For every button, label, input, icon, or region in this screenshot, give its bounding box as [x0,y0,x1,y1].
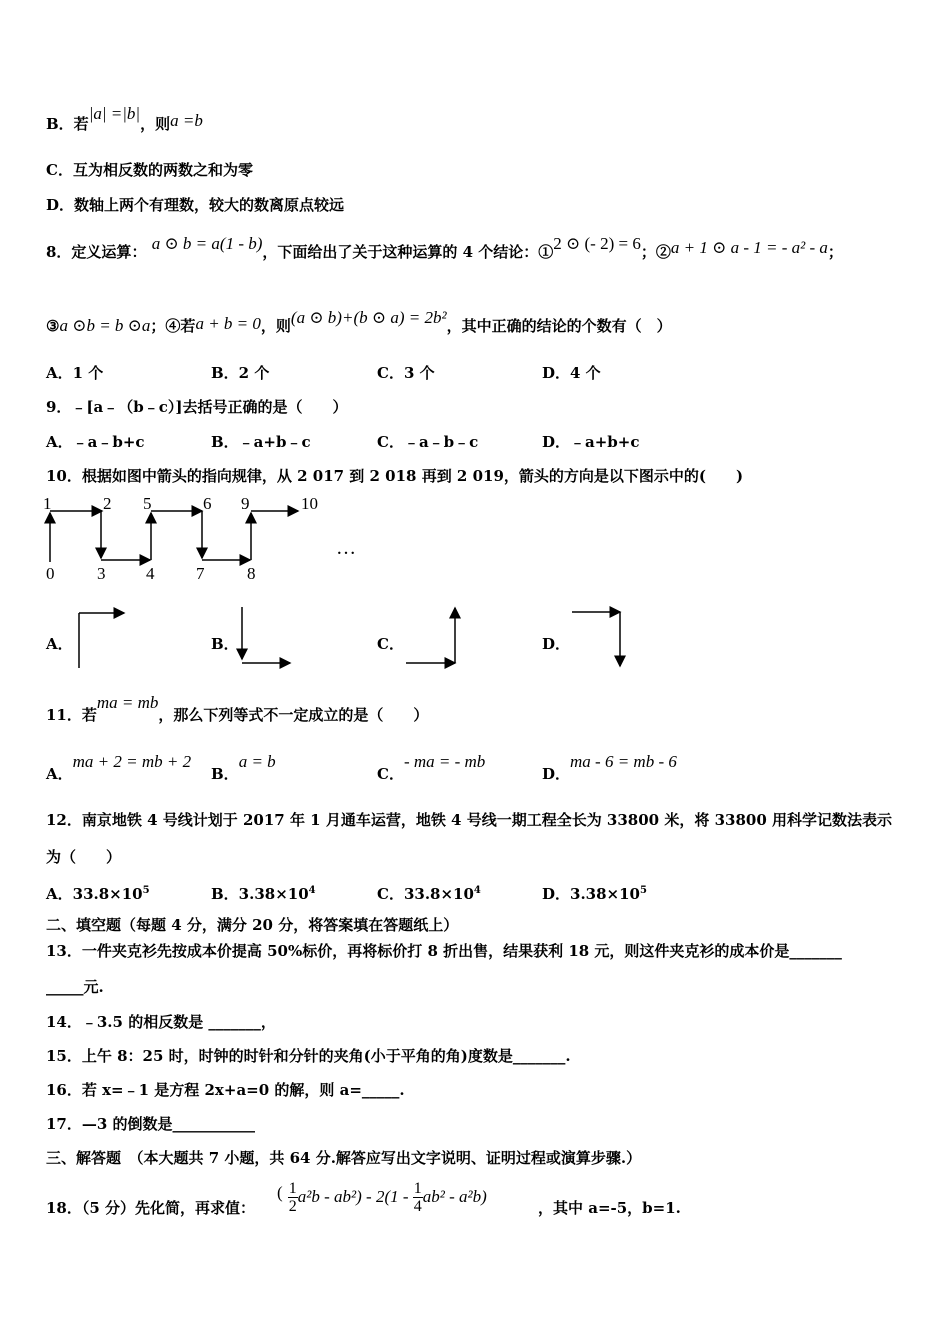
q18-expr-end: ab² - a²b) [422,1187,487,1206]
seq-top-5: 5 [143,494,152,513]
q11-option-c-expr: - ma = - mb [403,752,486,771]
seq-bottom-7: 7 [196,564,205,583]
q7-option-c: C．互为相反数的两数之和为零 [46,161,253,179]
section-2-heading: 二、填空题（每题 4 分，满分 20 分，将答案填在答题纸上） [46,916,459,934]
q12-option-b-exp: 4 [308,885,316,896]
q18-prefix: 18．（5 分）先化简，再求值： [46,1199,256,1217]
seq-bottom-3: 3 [97,564,106,583]
q18-fraction-1-num: 1 [288,1180,297,1197]
q8-line2-then: ，则 [260,317,291,335]
q18-fraction-1-den: 2 [288,1198,297,1215]
q12-option-c-label: C．33.8×10 [377,885,474,903]
q9-option-a: A．﹣a﹣b+c [46,433,145,451]
q8-option-d: D．4 个 [542,364,601,382]
q11-option-a-label: A． [46,765,73,783]
q12-option-c-exp: 4 [473,885,481,896]
q8-conclusion-4-condition: a + b = 0 [195,314,261,333]
q10-option-b: B． [211,635,239,653]
q7-option-b-result: a =b [170,111,203,130]
q7-option-d: D．数轴上两个有理数，较大的数离原点较远 [46,196,345,214]
q8-mid: ，下面给出了关于这种运算的 4 个结论：① [262,243,554,261]
q13-line1: 13．一件夹克衫先按成本价提高 50%标价，再将标价打 8 折出售，结果获利 18 元，则这件夹克衫的成本价是_______ [46,942,842,960]
q12-line2: 为（ ） [46,848,122,866]
seq-top-10: 10 [301,494,318,513]
q11-option-d-expr: ma - 6 = mb - 6 [570,752,677,771]
q8-option-b: B．2 个 [211,364,270,382]
q11-option-c-label: C． [377,765,404,783]
seq-top-9: 9 [241,494,250,513]
q11-prefix: 11．若 [46,706,97,724]
seq-bottom-8: 8 [247,564,256,583]
q7-option-b-mid: ，则 [140,115,171,133]
q18-suffix: ，其中 a=-5，b=1. [538,1199,681,1217]
q11-option-c [377,752,486,784]
q7-option-b-label: B．若 [46,115,89,133]
q9-option-b: B．﹣a+b﹣c [211,433,311,451]
q12-option-d [542,881,647,904]
q8-conclusion-4-result: (a ⊙ b)+(b ⊙ a) = 2b² [290,308,447,327]
q12-option-b [211,881,316,904]
q11-option-b-expr: a = b [238,752,276,771]
q18-expr-mid: a²b - ab²) - 2(1 - [297,1187,413,1206]
q8-conclusion-2: a + 1 ⊙ a - 1 = - a² - a [670,238,828,257]
q9-option-d: D．﹣a+b+c [542,433,640,451]
q8-conclusion-3: a ⊙b = b ⊙a [59,316,151,335]
q8-prefix: 8．定义运算： [46,243,147,261]
q8-sep2: ； [827,243,843,261]
q12-option-b-label: B．3.38×10 [211,885,309,903]
q12-line1: 12．南京地铁 4 号线计划于 2017 年 1 月通车运营，地铁 4 号线一期工程全长为 33800 米，将 33800 用科学记数法表示 [46,811,892,829]
q14-text: 14．﹣3.5 的相反数是 _______， [46,1013,276,1031]
q11-option-b-label: B． [211,765,239,783]
q8-line1 [46,234,843,262]
q12-option-c [377,881,481,904]
q7-option-b [46,104,203,134]
q10-text: 10．根据如图中箭头的指向规律，从 2 017 到 2 018 再到 2 019，箭头的方向是以下图示中的( ) [46,467,744,485]
q12-option-a-exp: 5 [142,885,150,896]
q11-suffix: ，那么下列等式不一定成立的是（ ） [158,706,429,724]
q10-option-c-arrow-icon [403,602,473,672]
q8-option-a: A．1 个 [46,364,104,382]
q8-option-c: C．3 个 [377,364,435,382]
q12-option-d-exp: 5 [639,885,647,896]
q18-expression [277,1180,487,1220]
q18-fraction-2-den: 4 [413,1198,422,1215]
q10-option-a: A． [46,635,73,653]
q8-line2-sep: ；④若 [150,317,196,335]
q10-option-c: C． [377,635,404,653]
q8-conclusion-1: 2 ⊙ (- 2) = 6 [553,234,641,253]
q12-option-a-label: A．33.8×10 [46,885,143,903]
q10-option-d-arrow-icon [570,602,640,672]
seq-top-1: 1 [43,494,52,513]
q18-expr-open: ( [277,1183,283,1202]
q15-text: 15．上午 8：25 时，时钟的时针和分针的夹角(小于平角的角)度数是_______. [46,1047,571,1065]
q11-option-a [46,752,192,784]
q16-text: 16．若 x=﹣1 是方程 2x+a=0 的解，则 a=_____. [46,1081,405,1099]
seq-bottom-4: 4 [146,564,155,583]
q8-line2-prefix: ③ [46,317,60,335]
q8-line2-suffix: ，其中正确的结论的个数有（ ） [446,317,672,335]
q11-option-d [542,752,677,784]
seq-top-2: 2 [103,494,112,513]
q8-sep1: ；② [640,243,671,261]
arrow-sequence-diagram [40,500,360,580]
q9-option-c: C．﹣a﹣b﹣c [377,433,479,451]
seq-bottom-0: 0 [46,564,55,583]
q11-option-b [211,752,276,784]
q17-text: 17．—3 的倒数是___________ [46,1115,256,1133]
section-3-heading: 三、解答题 （本大题共 7 小题，共 64 分.解答应写出文字说明、证明过程或演算步骤.） [46,1149,642,1167]
q11-condition: ma = mb [96,693,159,712]
q18-fraction-2 [413,1180,423,1215]
q10-option-b-arrow-icon [238,602,308,672]
q12-option-d-label: D．3.38×10 [542,885,640,903]
seq-ellipsis: … [336,537,356,559]
q18-fraction-1 [288,1180,298,1215]
q10-option-a-arrow-icon [74,602,134,672]
q8-line2 [46,308,672,336]
q13-line2: _____元. [46,978,104,996]
q9-text: 9．﹣[a﹣（b﹣c）]去括号正确的是（ ） [46,398,348,416]
q18-fraction-2-num: 1 [413,1180,422,1197]
q12-option-a [46,881,150,904]
q11-option-a-expr: ma + 2 = mb + 2 [72,752,192,771]
q7-option-b-condition: |a| =|b| [88,104,141,123]
seq-top-6: 6 [203,494,212,513]
q11-line [46,693,429,725]
q10-option-d: D． [542,635,571,653]
q8-definition: a ⊙ b = a(1 - b) [151,234,263,253]
q11-option-d-label: D． [542,765,571,783]
